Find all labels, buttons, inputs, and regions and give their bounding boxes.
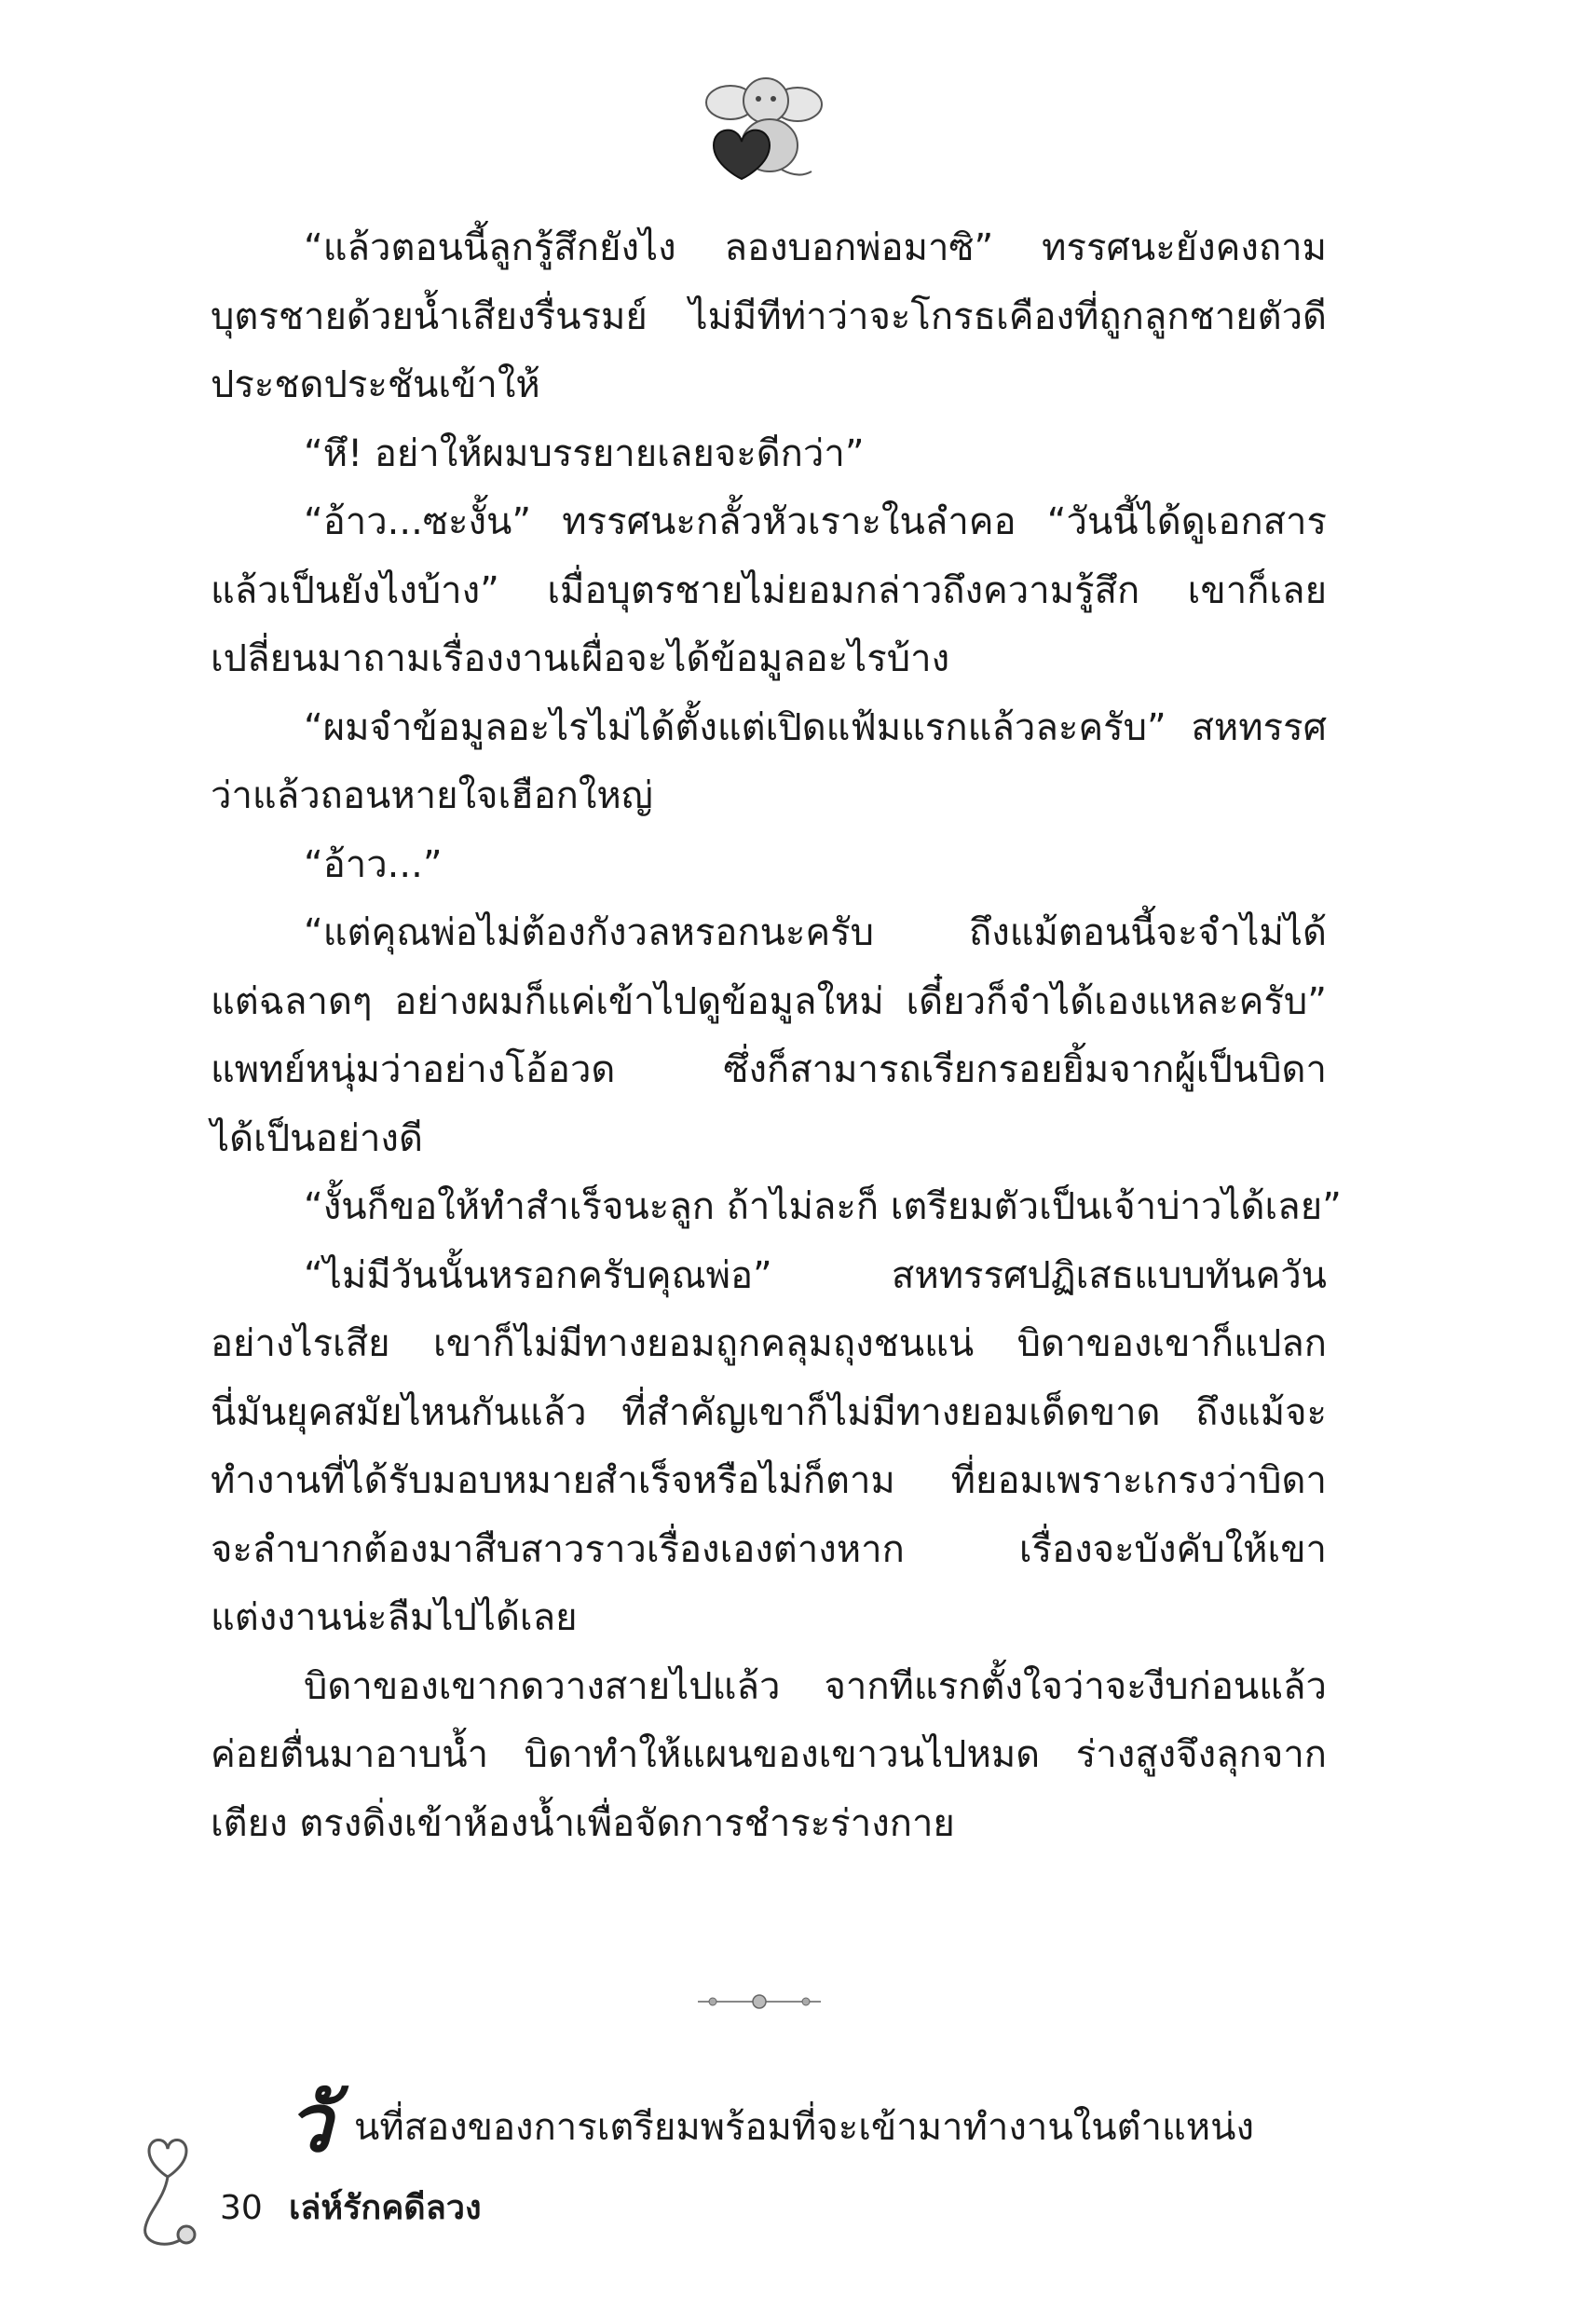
text-line: จะลำบากต้องมาสืบสาวราวเรื่องเองต่างหาก เรื่องจะบังคับให้เขา [211, 1527, 1327, 1571]
text-line: “ไม่มีวันนั้นหรอกครับคุณพ่อ” สหทรรศปฏิเสธแบบทันควัน [304, 1253, 1327, 1297]
paragraph-9 [211, 1653, 1327, 1859]
floral-divider-icon [694, 1990, 825, 2013]
text-line: ได้เป็นอย่างดี [211, 1116, 423, 1160]
text-line: ทำงานที่ได้รับมอบหมายสำเร็จหรือไม่ก็ตาม ที่ยอมเพราะเกรงว่าบิดา [211, 1459, 1327, 1502]
book-title: เล่ห์รักคดีลวง [289, 2189, 482, 2227]
text-line: “แต่คุณพ่อไม่ต้องกังวลหรอกนะครับ ถึงแม้ตอนนี้จะจำไม่ได้ [304, 911, 1327, 954]
body-text [211, 214, 1342, 1858]
text-line: เตียง ตรงดิ่งเข้าห้องน้ำเพื่อจัดการชำระร่างกาย [211, 1801, 955, 1845]
text-line: “อ้าว...ซะงั้น” ทรรศนะกลั้วหัวเราะในลำคอ “วันนี้ได้ดูเอกสาร [304, 500, 1327, 543]
paragraph-1 [211, 214, 1327, 420]
paragraph-4 [211, 694, 1327, 831]
text-line: ค่อยตื่นมาอาบน้ำ บิดาทำให้แผนของเขาวนไปหมด ร่างสูงจึงลุกจาก [211, 1733, 1327, 1776]
text-line: “หึ! อย่าให้ผมบรรยายเลยจะดีกว่า” [304, 431, 865, 475]
text-line: แต่ฉลาดๆ อย่างผมก็แค่เข้าไปดูข้อมูลใหม่ เดี๋ยวก็จำได้เองแหละครับ” [211, 979, 1327, 1023]
page-number: 30 [220, 2189, 263, 2227]
paragraph-6 [211, 899, 1327, 1173]
paragraph-5 [211, 831, 1327, 900]
paragraph-7 [211, 1173, 1342, 1242]
text-line: นี่มันยุคสมัยไหนกันแล้ว ที่สำคัญเขาก็ไม่มีทางยอมเด็ดขาด ถึงแม้จะ [211, 1390, 1327, 1434]
text-line: แพทย์หนุ่มว่าอย่างโอ้อวด ซึ่งก็สามารถเรียกรอยยิ้มจากผู้เป็นบิดา [211, 1048, 1327, 1091]
text-line: “ผมจำข้อมูลอะไรไม่ได้ตั้งแต่เปิดแฟ้มแรกแล้วละครับ” สหทรรศ [304, 705, 1327, 749]
text-line: แต่งงานน่ะลืมไปได้เลย [211, 1596, 578, 1639]
text-line: ว่าแล้วถอนหายใจเฮือกใหญ่ [211, 774, 653, 817]
text-line: ประชดประชันเข้าให้ [211, 363, 540, 406]
section-first-line: นที่สองของการเตรียมพร้อมที่จะเข้ามาทำงานในตำแหน่ง [354, 2106, 1255, 2149]
text-line: เปลี่ยนมาถามเรื่องงานเผื่อจะได้ข้อมูลอะไรบ้าง [211, 637, 950, 680]
cupid-heart-icon [693, 65, 833, 196]
text-line: บิดาของเขากดวางสายไปแล้ว จากทีแรกตั้งใจว่าจะงีบก่อนแล้ว [304, 1664, 1327, 1708]
paragraph-3 [211, 488, 1327, 694]
stethoscope-heart-icon [130, 2125, 224, 2255]
text-line: “แล้วตอนนี้ลูกรู้สึกยังไง ลองบอกพ่อมาซิ” ทรรศนะยังคงถาม [304, 226, 1327, 269]
paragraph-8 [211, 1242, 1327, 1653]
text-line: “อ้าว...” [304, 842, 443, 886]
text-line: “งั้นก็ขอให้ทำสำเร็จนะลูก ถ้าไม่ละก็ เตรียมตัวเป็นเจ้าบ่าวได้เลย” [304, 1185, 1342, 1228]
text-line: แล้วเป็นยังไงบ้าง” เมื่อบุตรชายไม่ยอมกล่าวถึงความรู้สึก เขาก็เลย [211, 568, 1327, 612]
text-line: บุตรชายด้วยน้ำเสียงรื่นรมย์ ไม่มีทีท่าว่าจะโกรธเคืองที่ถูกลูกชายตัวดี [211, 294, 1327, 338]
paragraph-2 [211, 420, 1327, 489]
page-footer [130, 2125, 689, 2255]
text-line: อย่างไรเสีย เขาก็ไม่มีทางยอมถูกคลุมถุงชนแน่ บิดาของเขาก็แปลก [211, 1322, 1327, 1365]
drop-cap: วั [287, 2076, 333, 2170]
